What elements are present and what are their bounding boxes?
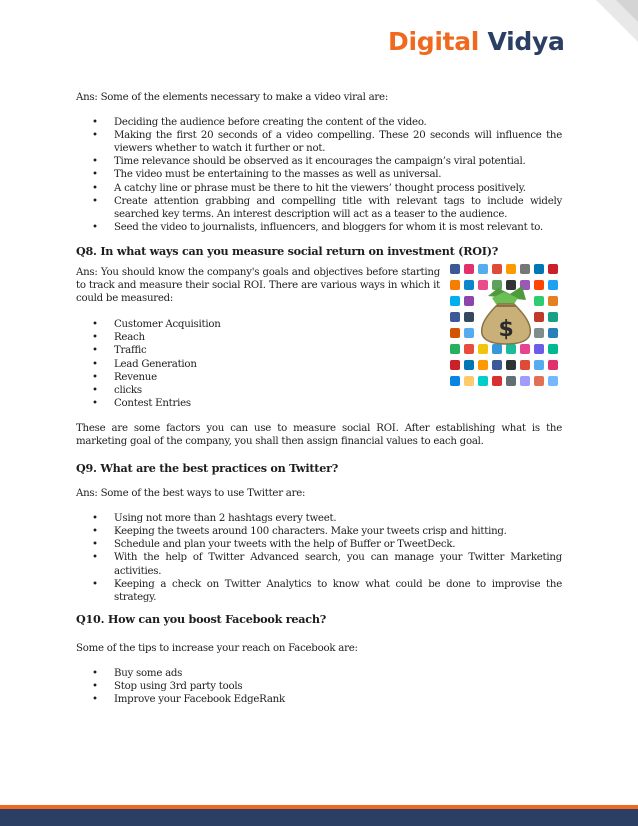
logo-part-vidya: Vidya <box>487 27 565 56</box>
document-body <box>76 91 562 706</box>
q8-section <box>76 266 562 410</box>
list-item: • The video must be entertaining to the masses as well as universal. <box>76 168 562 181</box>
list-item: • Time relevance should be observed as it encourages the campaign’s viral potential. <box>76 155 562 168</box>
logo-part-digital: Digital <box>388 27 480 56</box>
list-item: • Revenue <box>76 371 440 384</box>
digital-vidya-logo <box>388 27 565 56</box>
list-item: • Seed the video to journalists, influencers, and bloggers for whom it is most relevant to. <box>76 221 562 234</box>
q8-answer: Ans: You should know the company's goals and objectives before starting to track and measure their social ROI. There are various ways in which it could be measured: <box>76 266 440 305</box>
facebook-list <box>76 667 562 706</box>
twitter-list <box>76 512 562 604</box>
q10-answer: Some of the tips to increase your reach on Facebook are: <box>76 642 358 654</box>
list-item: • Stop using 3rd party tools <box>76 680 562 693</box>
list-item: • Making the first 20 seconds of a video compelling. These 20 seconds will influence the viewers whether to watch it further or not. <box>76 129 562 155</box>
list-item: • Traffic <box>76 344 440 357</box>
list-item: • Deciding the audience before creating the content of the video. <box>76 116 562 129</box>
footer-bar <box>0 809 638 826</box>
list-item: • Lead Generation <box>76 358 440 371</box>
list-item: • Buy some ads <box>76 667 562 680</box>
list-item: • Contest Entries <box>76 397 440 410</box>
viral-list <box>76 116 562 234</box>
q10-heading: Q10. How can you boost Facebook reach? <box>76 611 327 626</box>
viral-intro: Ans: Some of the elements necessary to make a video viral are: <box>76 92 389 103</box>
q8-closing: These are some factors you can use to measure social ROI. After establishing what is the marketing goal of the company, you shall then assign financial values to each goal. <box>76 422 562 447</box>
list-item: • Using not more than 2 hashtags every tweet. <box>76 512 562 525</box>
list-item: • Customer Acquisition <box>76 318 440 331</box>
money-bag-icon <box>482 286 531 344</box>
list-item: • Schedule and plan your tweets with the help of Buffer or TweetDeck. <box>76 538 562 551</box>
page-corner-shade <box>616 0 638 22</box>
q9-answer: Ans: Some of the best ways to use Twitter are: <box>76 488 306 500</box>
roi-list <box>76 318 440 410</box>
list-item: • Keeping the tweets around 100 characters. Make your tweets crisp and hitting. <box>76 525 562 538</box>
list-item: • Keeping a check on Twitter Analytics to know what could be done to improvise the strategy. <box>76 578 562 604</box>
list-item: • Improve your Facebook EdgeRank <box>76 693 562 706</box>
list-item: • Reach <box>76 331 440 344</box>
svg-text:$: $ <box>498 316 514 342</box>
list-item: • clicks <box>76 384 440 397</box>
list-item: • With the help of Twitter Advanced search, you can manage your Twitter Marketing activities. <box>76 551 562 577</box>
social-roi-image <box>448 262 566 394</box>
list-item: • Create attention grabbing and compelling title with relevant tags to include widely searched key terms. An interest description will act as a teaser to the audience. <box>76 195 562 221</box>
q8-heading: Q8. In what ways can you measure social return on investment (ROI)? <box>76 243 499 258</box>
list-item: • A catchy line or phrase must be there to hit the viewers’ thought process positively. <box>76 182 562 195</box>
q9-heading: Q9. What are the best practices on Twitter? <box>76 461 339 476</box>
